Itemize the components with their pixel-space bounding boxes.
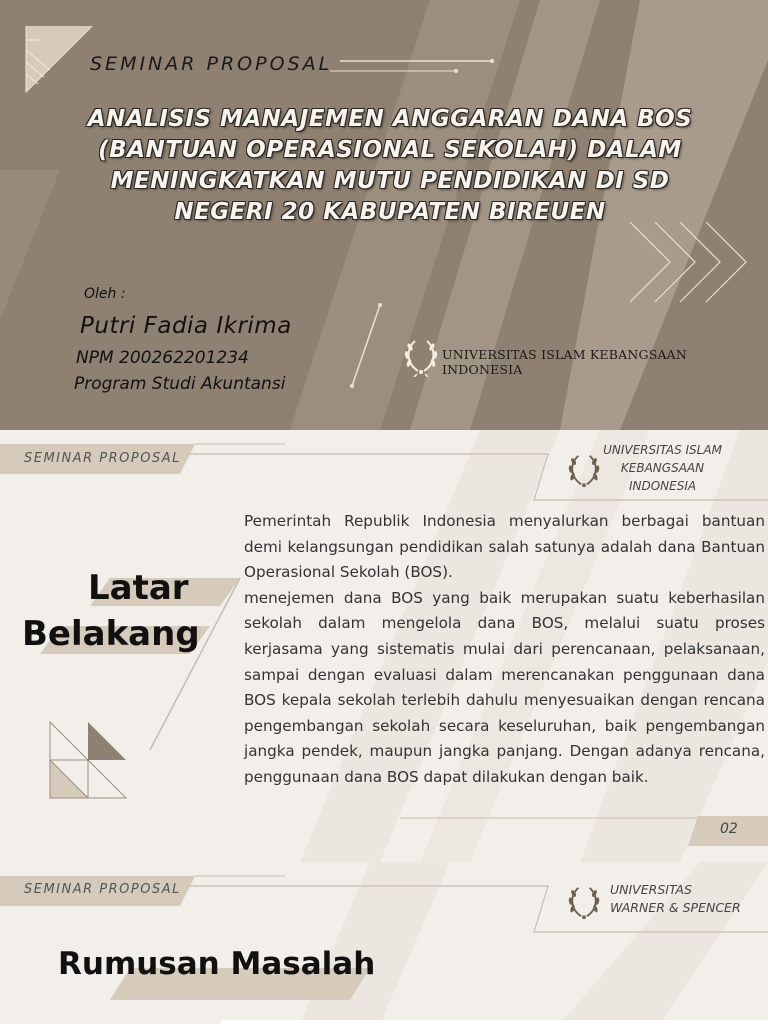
title-slide	[0, 0, 768, 430]
laurel-wreath-icon	[566, 884, 602, 922]
page-number: 02	[720, 821, 738, 837]
section-heading-line1: Latar	[88, 568, 189, 608]
body-text: Pemerintah Republik Indonesia menyalurkan berbagai bantuan demi kelangsungan pendidikan salah satunya adalah dana Bantuan Operasional Sekolah (BOS). menejemen dana BOS yang baik merupakan suatu keberhasilan sekolah dalam mengelola dana BOS, melalui suatu proses kerjasama yang sistematis mulai dari perencanaan, pelaksanaan, sampai dengan evaluasi dalam merencanakan penggunaan dana BOS kepala sekolah terlebih dahulu menyesuaikan dengan rencana pengembangan sekolah secara keseluruhan, baik pengembangan jangka pendek, maupun jangka panjang. Dengan adanya rencana, penggunaan dana BOS dapat dilakukan dengan baik.	[244, 512, 765, 786]
study-program: Program Studi Akuntansi	[74, 374, 286, 394]
university-name: UNIVERSITAS WARNER & SPENCER	[610, 882, 741, 915]
by-label: Oleh :	[84, 286, 126, 302]
section-heading: Rumusan Masalah	[58, 946, 376, 982]
thesis-title: ANALISIS MANAJEMEN ANGGARAN DANA BOS (BANTUAN OPERASIONAL SEKOLAH) DALAM MENINGKATKAN MUTU PENDIDIKAN DI SD NEGERI 20 KABUPATEN BIREUEN	[87, 106, 693, 225]
problem-statement-slide	[0, 862, 768, 1024]
seminar-label: SEMINAR PROPOSAL	[24, 451, 181, 466]
seminar-label: SEMINAR PROPOSAL	[90, 53, 333, 75]
student-id: NPM 200262201234	[76, 348, 249, 368]
section-heading-line2: Belakang	[22, 614, 200, 654]
university-name: UNIVERSITAS ISLAM KEBANGSAAN INDONESIA	[603, 443, 722, 493]
background-slide	[0, 430, 768, 862]
university-name: UNIVERSITAS ISLAM KEBANGSAAN INDONESIA	[442, 347, 688, 377]
laurel-wreath-icon	[402, 337, 440, 377]
triangle-pattern-icon	[50, 722, 126, 798]
seminar-label: SEMINAR PROPOSAL	[24, 882, 181, 897]
laurel-wreath-icon	[566, 452, 602, 490]
author-name: Putri Fadia Ikrima	[80, 313, 292, 339]
triangle-corner-icon	[26, 26, 92, 92]
